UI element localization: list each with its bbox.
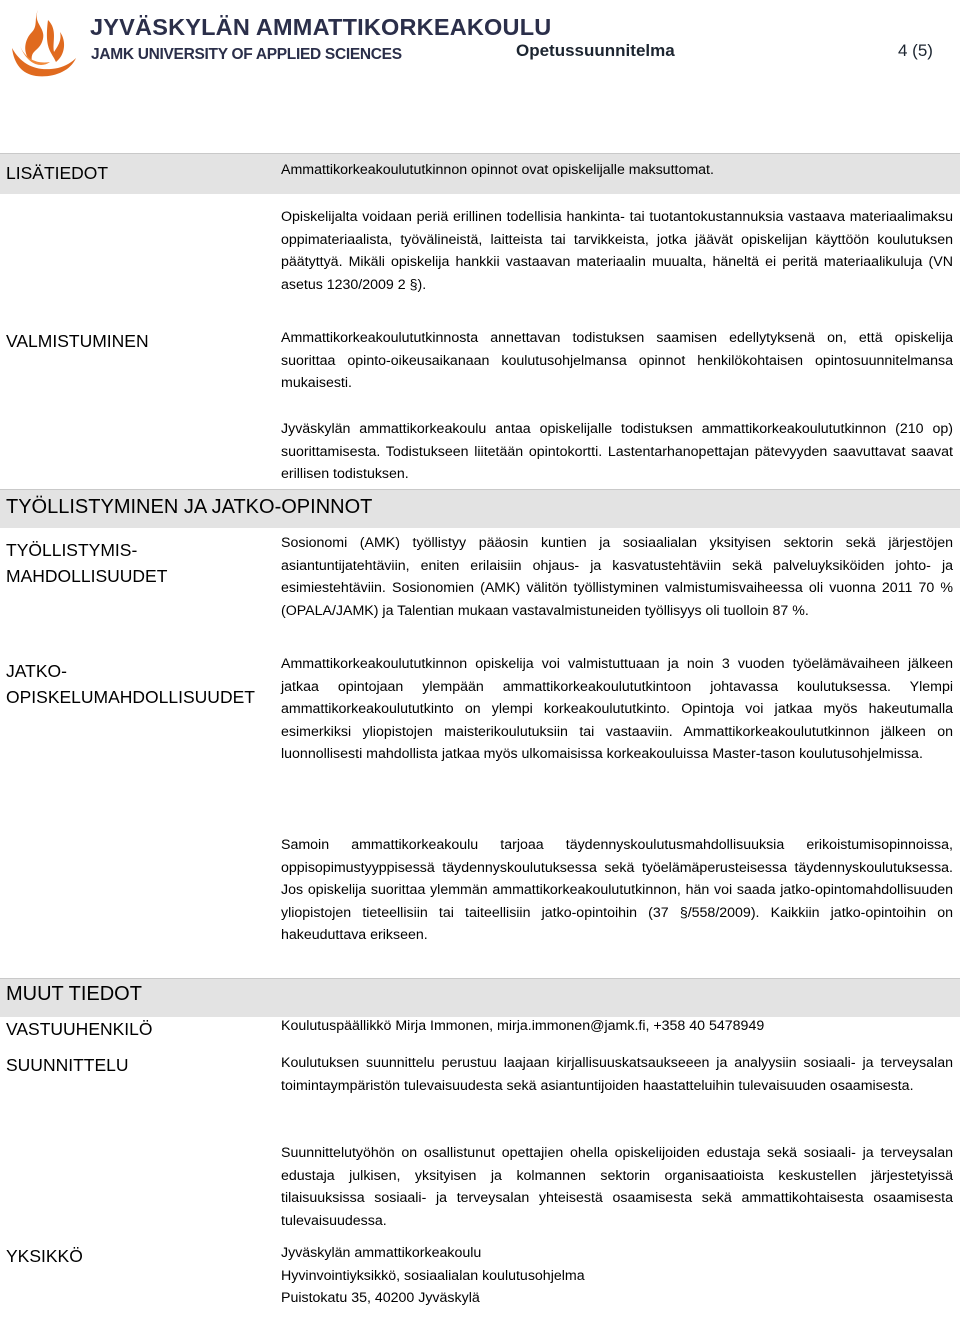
jatko-opiskelu-text-1: Ammattikorkeakoulututkinnon opiskelija voi valmistuttuaan ja noin 3 vuoden työelämävaiheen jälkeen jatkaa opintojaan ylempään ammattikorkeakoulututkintoon johtavassa koulutuksessa. Ylempi ammattikorkeakoulututkinto on ylempi korkeakoulututkinto. Opintoja voi jatkaa myös hakeutumalla esimerkiksi yliopistojen maisterikoulutuksiin tai vastaaviin. Ammattikorkeakoulututkinnon jälkeen on luonnollisesti mahdollista jatkaa myös ulkomaisissa korkeakouluissa Master-tason koulutusohjelmissa. [281, 656, 953, 763]
vastuuhenkilo-text: Koulutuspäällikkö Mirja Immonen, mirja.immonen@jamk.fi, +358 40 5478949 [281, 1018, 765, 1034]
tyollistyminen-heading: TYÖLLISTYMINEN JA JATKO-OPINNOT [6, 496, 373, 518]
muut-tiedot-heading: MUUT TIEDOT [6, 983, 142, 1005]
document-title: Opetussuunnitelma [516, 41, 675, 60]
suunnittelu-text-2: Suunnittelutyöhön on osallistunut opettajien ohella opiskelijoiden edustaja sekä sosiaali- ja terveysalan edustaja julkisen, yksityisen ja kolmannen sektorin organisaatioista keskustellen järjestetyissä tilaisuuksissa sosiaali- ja terveysalan yhteisestä osaamisesta sekä ammattikohtaisesta osaamisesta tulevaisuudessa. [281, 1145, 953, 1229]
tyollistymis-text: Sosionomi (AMK) työllistyy pääosin kuntien ja sosiaalialan yksityisen sektorin sekä järjestöjen asiantuntijatehtäviin, eniten erilaisiin ohjaus- ja kasvatustehtäviin sekä palveluyksiköiden johto- ja esimiestehtäviin. Sosionomien (AMK) välitön työllistyminen valmistumisvaiheessa oli vuonna 2011 70 % (OPALA/JAMK) ja Talentian mukaan vastavalmistuneiden työllisyys oli tuolloin 87 %. [281, 535, 953, 619]
yksikko-line-3: Puistokatu 35, 40200 Jyväskylä [281, 1290, 480, 1307]
logo-name-fi: JYVÄSKYLÄN AMMATTIKORKEAKOULU [90, 14, 552, 40]
yksikko-label: YKSIKKÖ [6, 1246, 83, 1266]
vastuuhenkilo-label: VASTUUHENKILÖ [6, 1019, 153, 1039]
jamk-logo [8, 6, 552, 78]
muut-tiedot-row [0, 978, 960, 1017]
page-number: 4 (5) [898, 41, 933, 60]
lisatiedot-label: LISÄTIEDOT [6, 163, 109, 183]
logo-name-en: JAMK UNIVERSITY OF APPLIED SCIENCES [91, 46, 402, 63]
suunnittelu-text-1: Koulutuksen suunnittelu perustuu laajaan kirjallisuuskatsaukseeen ja analyysiin sosiaali- ja terveysalan toimintaympäristön tulevaisuudesta sekä asiantuntijoiden haastatteluihin tulevaisuuden osaamisesta. [281, 1055, 953, 1094]
jatko-opiskelu-text-2: Samoin ammattikorkeakoulu tarjoaa täydennyskoulutusmahdollisuuksia erikoistumisopinnoissa, oppisopimustyyppisessä täydennyskoulutuksessa sekä työelämäperusteisessa täydennyskoulutuksessa. Jos opiskelija suorittaa ylemmän ammattikorkeakoulututkinnon, hän voi saada jatko-opintomahdollisuuden yliopistojen tieteellisiin tai taiteellisiin jatko-opintoihin (37 §/558/2009). Kaikkiin jatko-opintoihin on hakeuduttava erikseen. [281, 837, 953, 944]
valmistuminen-text-2: Jyväskylän ammattikorkeakoulu antaa opiskelijalle todistuksen ammattikorkeakoulututkinnon (210 op) suorittamisesta. Todistukseen liitetään opintokortti. Lastentarhanopettajan pätevyyden saavuttavat saavat erillisen todistuksen. [281, 421, 953, 483]
tyollistymis-label: TYÖLLISTYMIS- MAHDOLLISUUDET [6, 540, 168, 586]
yksikko-line-1: Jyväskylän ammattikorkeakoulu [281, 1245, 482, 1261]
yksikko-address [281, 1242, 953, 1310]
suunnittelu-label: SUUNNITTELU [6, 1055, 129, 1075]
lisatiedot-text-2: Opiskelijalta voidaan periä erillinen todellisia hankinta- tai tuotantokustannuksia vastaava materiaalimaksu oppimateriaalista, työvälineistä, laitteista tai tarvikkeista, jotka jäävät opiskelijan käyttöön koulutuksen päätyttyä. Mikäli opiskelija hankkii vastaavan materiaalin muualta, häneltä ei peritä materiaalikuluja (VN asetus 1230/2009 2 §). [281, 209, 953, 293]
lisatiedot-text-1: Ammattikorkeakoulututkinnon opinnot ovat opiskelijalle maksuttomat. [281, 162, 714, 178]
valmistuminen-text-1: Ammattikorkeakoulututkinnosta annettavan todistuksen saamisen edellytyksenä on, että opiskelija suorittaa opinto-oikeusaikanaan koulutusohjelmansa opinnot henkilökohtaisen opintosuunnitelmansa mukaisesti. [281, 330, 953, 392]
yksikko-line-2: Hyvinvointiyksikkö, sosiaalialan koulutusohjelma [281, 1267, 585, 1284]
jatko-opiskelu-label: JATKO- OPISKELUMAHDOLLISUUDET [6, 661, 255, 707]
valmistuminen-label: VALMISTUMINEN [6, 331, 149, 351]
flame-logo-icon [8, 6, 78, 78]
